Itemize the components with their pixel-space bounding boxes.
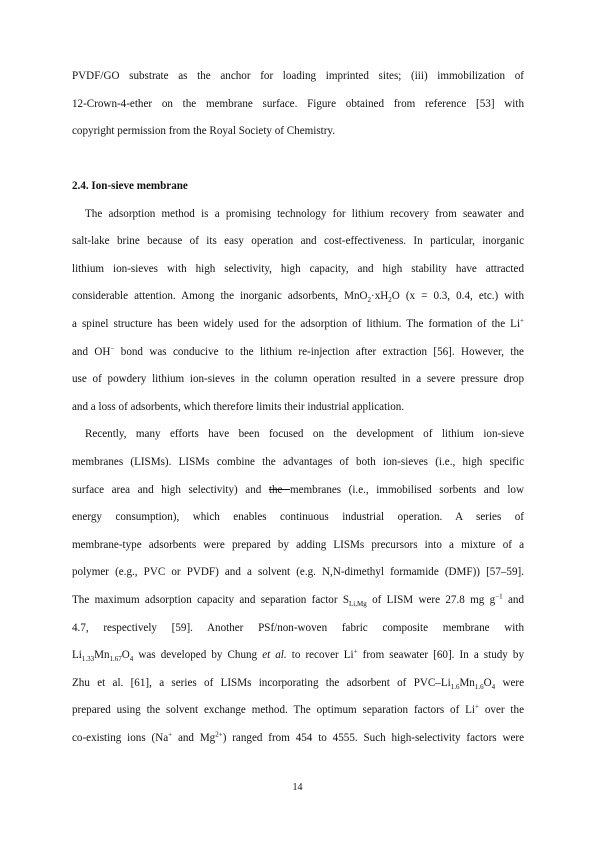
paragraph-line: 4.7, respectively [59]. Another PSf/non-woven fabric composite membrane with (72, 621, 524, 634)
paragraph-line: membranes (LISMs). LISMs combine the advantages of both ion-sieves (i.e., high specific (72, 455, 524, 468)
paragraph-line: lithium ion-sieves with high selectivity, high capacity, and high stability have attracted (72, 262, 524, 275)
section-heading: 2.4. Ion-sieve membrane (72, 180, 188, 192)
paragraph-line: prepared using the solvent exchange method. The optimum separation factors of Li+ over the (72, 702, 524, 717)
paragraph-line: The adsorption method is a promising technology for lithium recovery from seawater and (85, 207, 524, 220)
caption-line: PVDF/GO substrate as the anchor for loading imprinted sites; (iii) immobilization of (72, 70, 524, 82)
paragraph-line: energy consumption), which enables continuous industrial operation. A series of (72, 511, 524, 524)
paragraph-line: surface area and high selectivity) and the membranes (i.e., immobilised sorbents and low (72, 483, 524, 496)
page-number: 14 (292, 782, 303, 793)
paragraph-line: Zhu et al. [61], a series of LISMs incorporating the adsorbent of PVC–$Li_{1.6}Mn_{1.6}O_4$ were (72, 676, 524, 691)
paragraph-line: salt-lake brine because of its easy operation and cost-effectiveness. In particular, inorganic (72, 235, 524, 248)
caption-line: copyright permission from the Royal Society of Chemistry. (72, 125, 336, 138)
section-body (72, 173, 524, 752)
caption-line: 12-Crown-4-ether on the membrane surface. Figure obtained from reference [53] with (72, 97, 524, 110)
paragraph-line: considerable attention. Among the inorganic adsorbents, $MnO_2\cdot xH_2O$ (x = 0.3, 0.4, etc.) with (72, 290, 524, 305)
paragraph-line: a spinel structure has been widely used for the adsorption of lithium. The formation of the Li+ (72, 316, 524, 330)
paragraph-line: and OH− bond was conducive to the lithium re-injection after extraction [56]. However, the (72, 343, 524, 358)
paragraph-line: The maximum adsorption capacity and separation factor $S_{Li,Mg}$ of LISM were 27.8 mg $g^{-1}$ and (72, 592, 525, 609)
paragraph-line: and a loss of adsorbents, which therefore limits their industrial application. (72, 400, 405, 413)
tracked-deletion: the (268, 483, 290, 496)
paragraph-line: use of powdery lithium ion-sieves in the column operation resulted in a severe pressure drop (72, 373, 524, 386)
paragraph-line: Recently, many efforts have been focused on the development of lithium ion-sieve (85, 428, 524, 441)
paragraph-line: $Li_{1.33}Mn_{1.67}O_4$ was developed by Chung et al. to recover Li+ from seawater [60]. In a study by (72, 647, 525, 664)
paragraph-line: polymer (e.g., PVC or PVDF) and a solvent (e.g. N,N-dimethyl formamide (DMF)) [57–59]. (72, 566, 524, 579)
paragraph-line: co-existing ions (Na+ and $Mg^{2+}$) ranged from 454 to 4555. Such high-selectivity factors were (72, 730, 524, 744)
paragraph-line: membrane-type adsorbents were prepared by adding LISMs precursors into a mixture of a (72, 538, 524, 551)
figure-caption-continuation (72, 63, 524, 146)
